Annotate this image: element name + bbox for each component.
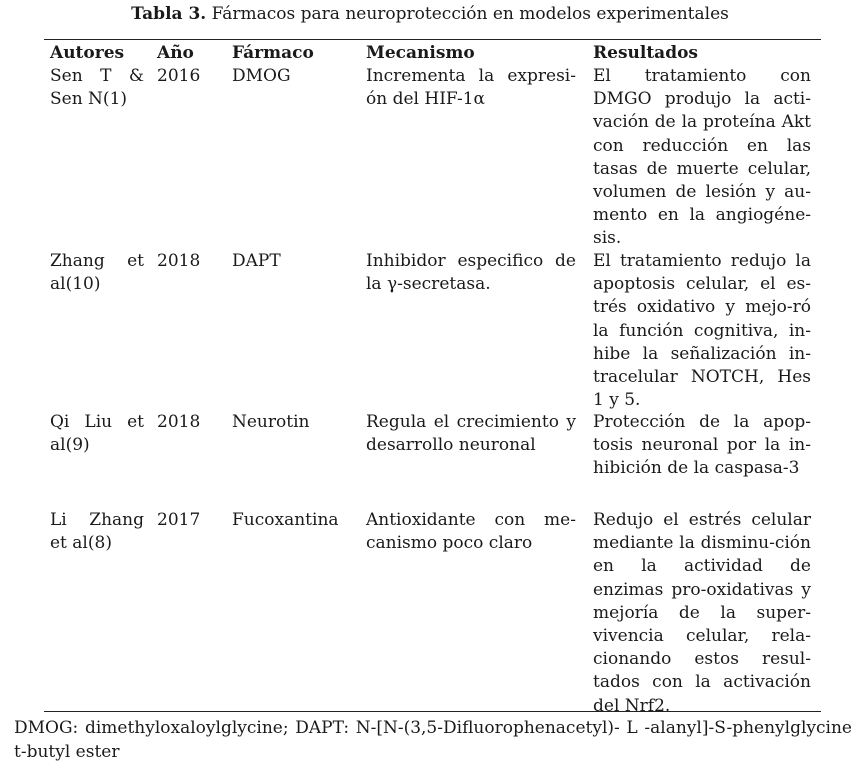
table-bottom-rule [44, 711, 821, 712]
row-2-mecanismo: Inhibidor especifico de la γ-secretasa. [366, 251, 576, 295]
row-1-farmaco: DMOG [232, 66, 291, 86]
row-1-ano: 2016 [157, 66, 201, 86]
row-4-farmaco: Fucoxantina [232, 510, 339, 530]
row-4-resultados: Redujo el estrés celular mediante la disminu-ción en la actividad de enzimas pro-oxidativas y mejoría de la super-vivencia celular, rela-cionando estos resul-tados con la activación del Nrf2. [593, 510, 811, 716]
row-4-ano: 2017 [157, 510, 201, 530]
row-1-mecanismo: Incrementa la expresi-ón del HIF-1α [366, 66, 576, 110]
row-3-autores: Qi Liu et al(9) [50, 412, 144, 456]
row-3-mecanismo: Regula el crecimiento y desarrollo neuronal [366, 412, 576, 456]
header-ano: Año [157, 43, 194, 63]
row-2-ano: 2018 [157, 251, 201, 271]
row-3-resultados: Protección de la apop-tosis neuronal por la in-hibición de la caspasa-3 [593, 412, 811, 479]
table-caption-label: Tabla 3. [131, 4, 207, 24]
header-mecanismo: Mecanismo [366, 43, 475, 63]
row-4-mecanismo: Antioxidante con me-canismo poco claro [366, 510, 576, 554]
row-4-autores: Li Zhang et al(8) [50, 510, 144, 554]
table-footnote: DMOG: dimethyloxaloylglycine; DAPT: N-[N-(3,5-Difluorophenacetyl)- L -alanyl]-S-phenylglycine t-butyl ester [14, 718, 852, 762]
row-3-farmaco: Neurotin [232, 412, 310, 432]
table-top-rule [44, 39, 821, 40]
row-1-autores: Sen T & Sen N(1) [50, 66, 144, 110]
row-2-farmaco: DAPT [232, 251, 281, 271]
row-3-ano: 2018 [157, 412, 201, 432]
row-2-autores: Zhang et al(10) [50, 251, 144, 295]
header-farmaco: Fármaco [232, 43, 314, 63]
table-caption-text: Fármacos para neuroprotección en modelos experimentales [211, 4, 729, 24]
header-autores: Autores [50, 43, 125, 63]
row-2-resultados: El tratamiento redujo la apoptosis celular, el es-trés oxidativo y mejo-ró la función cognitiva, in-hibe la señalización in-tracelular NOTCH, Hes 1 y 5. [593, 251, 811, 411]
row-1-resultados: El tratamiento con DMGO produjo la acti-vación de la proteína Akt con reducción en las tasas de muerte celular, volumen de lesión y au-mento en la angiogéne-sis. [593, 66, 811, 249]
header-resultados: Resultados [593, 43, 698, 63]
table-caption [0, 3, 860, 25]
